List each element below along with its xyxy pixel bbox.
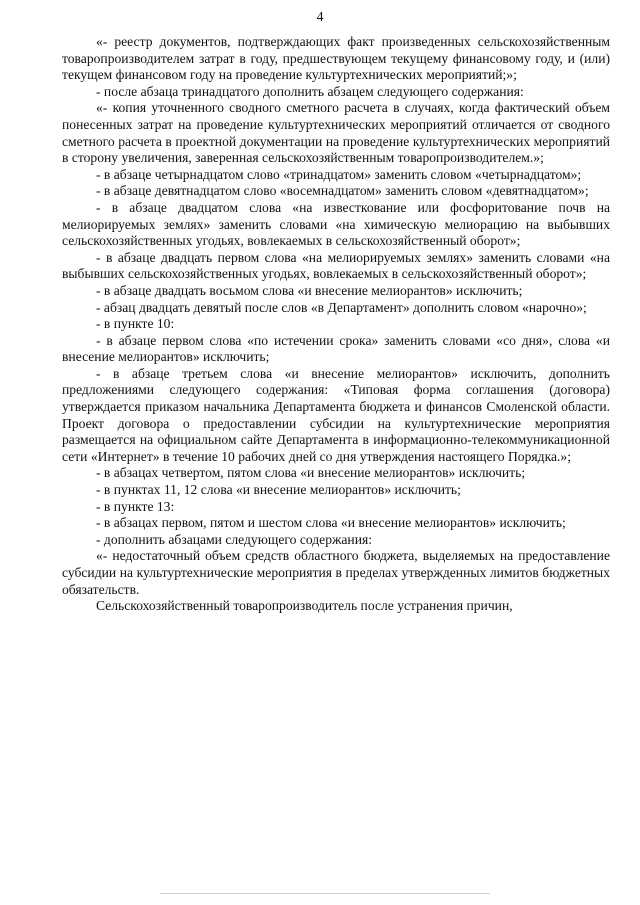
paragraph: - в абзаце четырнадцатом слово «тринадцатом» заменить словом «четырнадцатом»; bbox=[96, 166, 582, 182]
paragraph: - в абзацах первом, пятом и шестом слова «и внесение мелиорантов» исключить; bbox=[96, 515, 566, 531]
paragraph: «- недостаточный объем средств областного бюджета, выделяемых на предоставление субсидии на культуртехнические мероприятия в пределах утвержденных лимитов бюджетных обязательств. bbox=[62, 548, 610, 597]
paragraph: - в абзаце третьем слова «и внесение мелиорантов» исключить, дополнить предложениями следующего содержания: «Типовая форма соглашения (договора) утверждается приказом начальника Департамента бюджета и финансов Смоленской области. Проект договора о предоставлении субсидии на культуртехнические мероприятия размещается на официальном сайте Департамента в информационно-телекоммуникационной сети «Интернет» в течение 10 рабочих дней со дня утверждения настоящего Порядка.»; bbox=[62, 365, 610, 464]
paragraph: - в абзаце двадцать восьмом слова «и внесение мелиорантов» исключить; bbox=[96, 282, 523, 298]
paragraph: - после абзаца тринадцатого дополнить абзацем следующего содержания: bbox=[96, 83, 524, 99]
paragraph: - в пункте 10: bbox=[96, 316, 175, 332]
paragraph: - в пунктах 11, 12 слова «и внесение мелиорантов» исключить; bbox=[96, 482, 461, 498]
paragraph: - дополнить абзацами следующего содержания: bbox=[96, 531, 373, 547]
paragraph: «- копия уточненного сводного сметного расчета в случаях, когда фактический объем понесенных затрат на проведение культуртехнических мероприятий отличается от сводного сметного расчета в проектной документации на проведение культуртехнических мероприятий в сторону увеличения, заверенная сельскохозяйственным товаропроизводителем.»; bbox=[62, 100, 610, 166]
paragraph: - в абзаце девятнадцатом слово «восемнадцатом» заменить словом «девятнадцатом»; bbox=[96, 183, 589, 199]
paragraph: - в абзаце двадцать первом слова «на мелиорируемых землях» заменить словами «на выбывших сельскохозяйственных угодьях, вовлекаемых в сельскохозяйственный оборот»; bbox=[62, 249, 610, 282]
paragraph: Сельскохозяйственный товаропроизводитель после устранения причин, bbox=[96, 598, 513, 614]
page-number: 4 bbox=[316, 10, 324, 25]
paragraph: «- реестр документов, подтверждающих факт произведенных сельскохозяйственным товаропроизводителем затрат в году, предшествующем текущему финансовому году, и (или) текущем финансовом году на проведение культуртехнических мероприятий;»; bbox=[62, 34, 610, 83]
document-body bbox=[62, 34, 610, 615]
paragraph: - в абзаце первом слова «по истечении срока» заменить словами «со дня», слова «и внесение мелиорантов» исключить; bbox=[62, 332, 610, 365]
paragraph: - абзац двадцать девятый после слов «в Департамент» дополнить словом «нарочно»; bbox=[96, 299, 587, 315]
paragraph: - в абзаце двадцатом слова «на известкование или фосфоритование почв на мелиорируемых землях» заменить словами «на химическую мелиорацию на выбывших сельскохозяйственных угодьях, вовлекаемых в сельскохозяйственный оборот»; bbox=[62, 199, 610, 249]
paragraph: - в абзацах четвертом, пятом слова «и внесение мелиорантов» исключить; bbox=[96, 465, 526, 481]
paragraph: - в пункте 13: bbox=[96, 498, 175, 514]
page-bottom-divider bbox=[160, 893, 490, 894]
